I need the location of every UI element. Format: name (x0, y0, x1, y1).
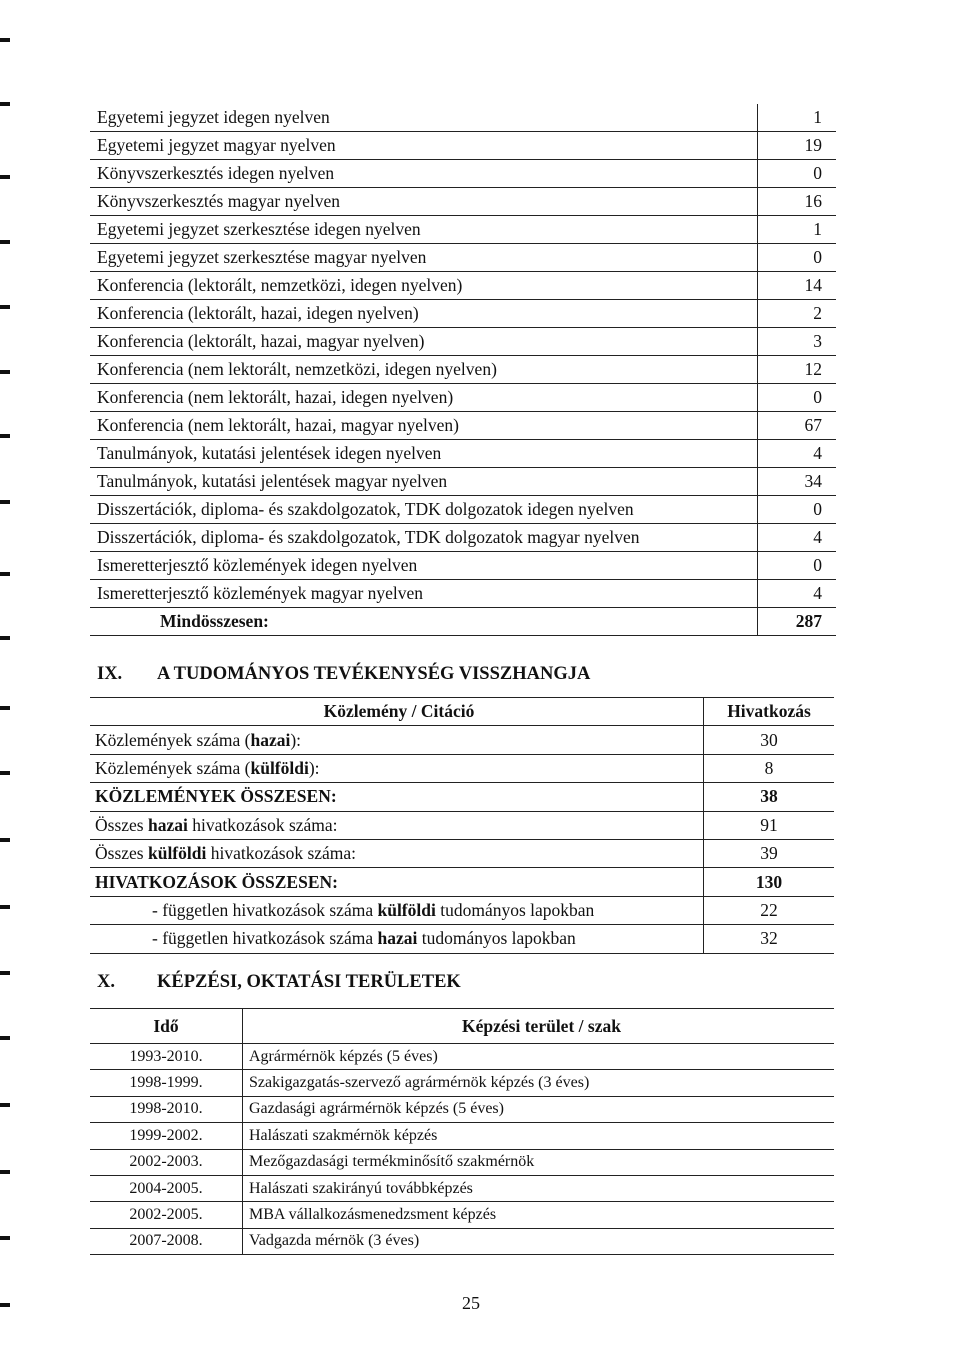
citation-label (90, 811, 704, 839)
publication-type-label: Konferencia (nem lektorált, hazai, magyar nyelven) (90, 412, 758, 440)
emphasis-text: hazai (377, 928, 418, 949)
citation-label (90, 896, 704, 924)
citation-label (90, 783, 704, 811)
table-row (90, 188, 836, 216)
label-text: hivatkozások száma: (206, 843, 357, 864)
period-cell: 1998-1999. (90, 1070, 243, 1096)
citations-table-header (90, 698, 834, 726)
scan-mark (0, 771, 10, 775)
publication-type-label: Könyvszerkesztés idegen nyelven (90, 160, 758, 188)
publication-type-label: Tanulmányok, kutatási jelentések idegen nyelven (90, 440, 758, 468)
table-row (90, 1044, 834, 1070)
scan-mark (0, 500, 10, 504)
citation-value: 8 (704, 754, 835, 782)
section-10-title: KÉPZÉSI, OKTATÁSI TERÜLETEK (157, 972, 461, 992)
page-number: 25 (462, 1293, 480, 1313)
table-row (90, 1070, 834, 1096)
label-text: - független hivatkozások száma (152, 899, 378, 920)
label-text: Közlemények száma ( (95, 757, 251, 778)
scan-mark (0, 102, 10, 106)
table-row (90, 496, 836, 524)
table-row (90, 896, 834, 924)
scan-mark (0, 572, 10, 576)
program-cell: Halászati szakmérnök képzés (243, 1123, 835, 1149)
training-header-left: Idő (90, 1009, 243, 1044)
publication-count: 0 (758, 244, 837, 272)
publication-type-label: Disszertációk, diploma- és szakdolgozatok, TDK dolgozatok idegen nyelven (90, 496, 758, 524)
emphasis-text: hazai (147, 814, 188, 835)
table-row (90, 132, 836, 160)
publication-count: 2 (758, 300, 837, 328)
table-row (90, 1228, 834, 1254)
citation-label (90, 868, 704, 896)
publication-type-label: Konferencia (lektorált, nemzetközi, idegen nyelven) (90, 272, 758, 300)
emphasis-text: külföldi (377, 899, 436, 920)
table-row (90, 1096, 834, 1122)
citation-label (90, 925, 704, 953)
label-text: tudományos lapokban (435, 899, 595, 920)
citation-value: 38 (704, 783, 835, 811)
publication-type-label: Ismeretterjesztő közlemények magyar nyelven (90, 580, 758, 608)
total-row (90, 608, 836, 636)
table-row (90, 300, 836, 328)
citations-table (90, 697, 834, 954)
section-10-heading (97, 972, 461, 993)
citation-value: 130 (704, 868, 835, 896)
table-row (90, 160, 836, 188)
section-9-heading (97, 664, 590, 685)
total-label: Mindösszesen: (90, 608, 758, 636)
citation-label (90, 754, 704, 782)
label-text: Összes (95, 843, 148, 864)
table-row (90, 1149, 834, 1175)
section-9-title: A TUDOMÁNYOS TEVÉKENYSÉG VISSZHANGJA (157, 664, 591, 684)
citation-value: 22 (704, 896, 835, 924)
label-text: tudományos lapokban (417, 928, 576, 949)
label-text: KÖZLEMÉNYEK ÖSSZESEN: (95, 786, 337, 807)
program-cell: Vadgazda mérnök (3 éves) (243, 1228, 835, 1254)
table-row (90, 384, 836, 412)
table-row (90, 925, 834, 953)
label-text: HIVATKOZÁSOK ÖSSZESEN: (95, 871, 338, 892)
training-header-right: Képzési terület / szak (243, 1009, 835, 1044)
period-cell: 1993-2010. (90, 1044, 243, 1070)
emphasis-text: külföldi (147, 843, 207, 864)
table-row (90, 468, 836, 496)
scan-mark (0, 905, 10, 909)
publication-type-label: Könyvszerkesztés magyar nyelven (90, 188, 758, 216)
program-cell: MBA vállalkozásmenedzsment képzés (243, 1202, 835, 1228)
publication-type-label: Egyetemi jegyzet magyar nyelven (90, 132, 758, 160)
citation-value: 91 (704, 811, 835, 839)
publication-type-label: Egyetemi jegyzet szerkesztése magyar nyelven (90, 244, 758, 272)
publication-count: 4 (758, 440, 837, 468)
table-row (90, 580, 836, 608)
period-cell: 1998-2010. (90, 1096, 243, 1122)
label-text: hivatkozások száma: (187, 814, 338, 835)
publication-count: 14 (758, 272, 837, 300)
label-text: - független hivatkozások száma (152, 928, 378, 949)
table-row (90, 1123, 834, 1149)
publication-count: 0 (758, 496, 837, 524)
scan-mark (0, 434, 10, 438)
publications-table (90, 104, 836, 636)
publication-count: 16 (758, 188, 837, 216)
period-cell: 2007-2008. (90, 1228, 243, 1254)
scan-mark (0, 370, 10, 374)
period-cell: 2002-2005. (90, 1202, 243, 1228)
citation-value: 39 (704, 839, 835, 867)
table-row (90, 868, 834, 896)
publication-count: 1 (758, 216, 837, 244)
publication-count: 0 (758, 384, 837, 412)
citations-header-left: Közlemény / Citáció (90, 698, 704, 726)
scan-mark (0, 636, 10, 640)
training-table (90, 1008, 834, 1255)
citation-value: 32 (704, 925, 835, 953)
emphasis-text: hazai (250, 729, 291, 750)
emphasis-text: külföldi (250, 757, 309, 778)
program-cell: Szakigazgatás-szervező agrármérnök képzés (3 éves) (243, 1070, 835, 1096)
scan-mark (0, 1036, 10, 1040)
publication-count: 4 (758, 524, 837, 552)
publication-type-label: Ismeretterjesztő közlemények idegen nyelven (90, 552, 758, 580)
table-row (90, 356, 836, 384)
table-row (90, 1202, 834, 1228)
table-row (90, 440, 836, 468)
table-row (90, 244, 836, 272)
section-10-number: X. (97, 972, 115, 992)
scan-mark (0, 38, 10, 42)
section-9-number: IX. (97, 664, 123, 684)
table-row (90, 328, 836, 356)
table-row (90, 754, 834, 782)
table-row (90, 811, 834, 839)
program-cell: Agrármérnök képzés (5 éves) (243, 1044, 835, 1070)
publication-count: 3 (758, 328, 837, 356)
publication-count: 0 (758, 552, 837, 580)
publication-type-label: Konferencia (nem lektorált, hazai, idegen nyelven) (90, 384, 758, 412)
table-row (90, 216, 836, 244)
scan-mark (0, 1103, 10, 1107)
label-text: ): (290, 729, 302, 750)
program-cell: Halászati szakirányú továbbképzés (243, 1175, 835, 1201)
publication-count: 19 (758, 132, 837, 160)
table-row (90, 412, 836, 440)
program-cell: Gazdasági agrármérnök képzés (5 éves) (243, 1096, 835, 1122)
scan-mark (0, 1170, 10, 1174)
publication-type-label: Tanulmányok, kutatási jelentések magyar nyelven (90, 468, 758, 496)
period-cell: 2002-2003. (90, 1149, 243, 1175)
citation-value: 30 (704, 726, 835, 754)
scan-mark (0, 1303, 10, 1307)
label-text: Közlemények száma ( (95, 729, 251, 750)
scan-mark (0, 1236, 10, 1240)
table-row (90, 272, 836, 300)
label-text: ): (308, 757, 320, 778)
publication-count: 12 (758, 356, 837, 384)
publication-type-label: Konferencia (lektorált, hazai, idegen nyelven) (90, 300, 758, 328)
publication-count: 4 (758, 580, 837, 608)
period-cell: 2004-2005. (90, 1175, 243, 1201)
publication-count: 67 (758, 412, 837, 440)
scan-mark (0, 971, 10, 975)
citation-label (90, 839, 704, 867)
table-row (90, 552, 836, 580)
scan-mark (0, 305, 10, 309)
training-table-header (90, 1009, 834, 1044)
table-row (90, 104, 836, 132)
program-cell: Mezőgazdasági termékminősítő szakmérnök (243, 1149, 835, 1175)
label-text: Összes (95, 814, 148, 835)
publication-type-label: Egyetemi jegyzet idegen nyelven (90, 104, 758, 132)
publication-type-label: Disszertációk, diploma- és szakdolgozatok, TDK dolgozatok magyar nyelven (90, 524, 758, 552)
table-row (90, 1175, 834, 1201)
citations-header-right: Hivatkozás (704, 698, 835, 726)
publication-type-label: Egyetemi jegyzet szerkesztése idegen nyelven (90, 216, 758, 244)
publication-count: 1 (758, 104, 837, 132)
publication-count: 34 (758, 468, 837, 496)
total-value: 287 (758, 608, 837, 636)
scan-mark (0, 175, 10, 179)
table-row (90, 839, 834, 867)
publication-type-label: Konferencia (nem lektorált, nemzetközi, idegen nyelven) (90, 356, 758, 384)
publication-count: 0 (758, 160, 837, 188)
citation-label (90, 726, 704, 754)
table-row (90, 783, 834, 811)
scan-mark (0, 706, 10, 710)
period-cell: 1999-2002. (90, 1123, 243, 1149)
scan-mark (0, 838, 10, 842)
publication-type-label: Konferencia (lektorált, hazai, magyar nyelven) (90, 328, 758, 356)
table-row (90, 524, 836, 552)
scan-mark (0, 240, 10, 244)
table-row (90, 726, 834, 754)
